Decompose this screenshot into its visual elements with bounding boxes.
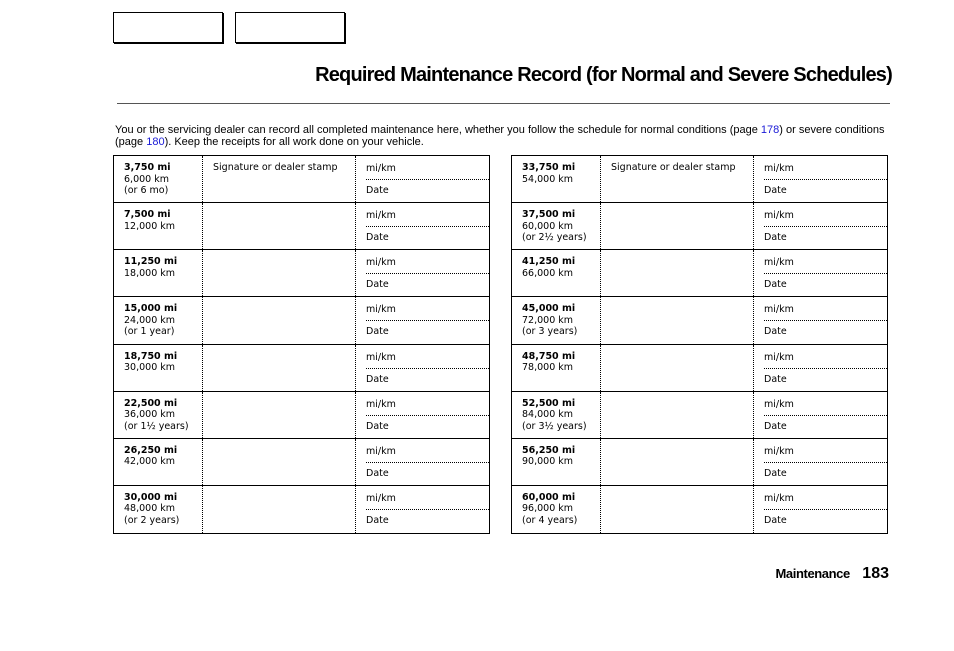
interval-miles: 48,750 mi (522, 350, 576, 362)
mileage-label: mi/km (764, 492, 794, 504)
interval-time-note: (or 3½ years) (522, 420, 587, 432)
interval-km: 48,000 km (124, 503, 176, 515)
interval-miles: 30,000 mi (124, 491, 178, 503)
record-row (512, 297, 887, 344)
date-label: Date (764, 420, 787, 432)
mileage-label: mi/km (764, 210, 794, 222)
interval-miles: 22,500 mi (124, 397, 178, 409)
record-cell (754, 156, 887, 202)
signature-header: Signature or dealer stamp (611, 162, 736, 173)
interval-km: 18,000 km (124, 267, 176, 279)
date-field[interactable] (764, 180, 887, 202)
next-page-button[interactable] (235, 12, 345, 43)
interval-km: 78,000 km (522, 362, 574, 373)
record-cell (754, 392, 887, 438)
date-label: Date (366, 373, 389, 385)
interval-time-note: (or 4 years) (522, 514, 578, 526)
page-footer (776, 565, 890, 583)
signature-cell[interactable] (202, 439, 356, 485)
interval-cell (114, 439, 202, 485)
record-row (114, 345, 489, 392)
record-row (114, 203, 489, 250)
date-label: Date (764, 279, 787, 291)
interval-cell (512, 203, 600, 249)
intro-paragraph (115, 125, 895, 148)
record-row (114, 250, 489, 297)
interval-cell (114, 345, 202, 391)
intro-text-3: ). Keep the receipts for all work done on your vehicle. (164, 135, 424, 148)
date-label: Date (764, 232, 787, 244)
interval-cell (512, 439, 600, 485)
interval-time-note: (or 1 year) (124, 326, 175, 338)
signature-cell[interactable] (202, 486, 356, 533)
record-row (512, 439, 887, 486)
record-row (512, 486, 887, 533)
date-field[interactable] (764, 416, 887, 438)
record-cell (356, 439, 489, 485)
signature-cell[interactable] (202, 250, 356, 296)
interval-km: 24,000 km (124, 314, 176, 326)
mileage-field[interactable] (764, 486, 887, 510)
interval-time-note: (or 2½ years) (522, 232, 587, 244)
record-row (512, 203, 887, 250)
date-field[interactable] (366, 463, 489, 485)
date-field[interactable] (764, 510, 887, 532)
mileage-label: mi/km (764, 351, 794, 363)
mileage-label: mi/km (764, 398, 794, 410)
mileage-label: mi/km (764, 257, 794, 269)
mileage-field[interactable] (366, 156, 489, 180)
interval-km: 90,000 km (522, 456, 574, 468)
title-divider (117, 103, 890, 104)
mileage-label: mi/km (366, 351, 396, 363)
mileage-label: mi/km (366, 445, 396, 457)
interval-miles: 18,750 mi (124, 350, 178, 362)
record-cell (754, 345, 887, 391)
mileage-field[interactable] (366, 439, 489, 463)
maintenance-record-table-left (113, 155, 490, 534)
interval-cell (114, 392, 202, 438)
signature-cell[interactable] (600, 439, 754, 485)
record-row (512, 156, 887, 203)
record-cell (356, 156, 489, 202)
interval-km: 12,000 km (124, 220, 176, 232)
mileage-field[interactable] (366, 392, 489, 416)
date-label: Date (366, 420, 389, 432)
interval-cell (512, 486, 600, 533)
date-label: Date (366, 279, 389, 291)
interval-time-note: (or 6 mo) (124, 185, 169, 196)
page-link-180[interactable]: 180 (146, 135, 165, 148)
interval-cell (512, 392, 600, 438)
date-label: Date (366, 467, 389, 479)
signature-cell[interactable] (600, 297, 754, 343)
mileage-field[interactable] (764, 250, 887, 274)
interval-miles: 7,500 mi (124, 209, 171, 221)
page-title: Required Maintenance Record (for Normal and Severe Schedules) (315, 64, 892, 86)
record-cell (754, 250, 887, 296)
interval-miles: 41,250 mi (522, 256, 576, 268)
record-cell (754, 203, 887, 249)
date-field[interactable] (366, 321, 489, 343)
intro-text-2: ) or severe conditions (page (115, 124, 885, 148)
date-field[interactable] (764, 274, 887, 296)
interval-miles: 56,250 mi (522, 444, 576, 456)
interval-km: 84,000 km (522, 409, 574, 421)
interval-cell (512, 345, 600, 391)
date-field[interactable] (366, 416, 489, 438)
interval-cell (512, 156, 600, 202)
date-field[interactable] (366, 274, 489, 296)
interval-miles: 3,750 mi (124, 162, 171, 173)
date-field[interactable] (366, 369, 489, 391)
interval-time-note: (or 3 years) (522, 326, 578, 338)
signature-cell[interactable] (600, 345, 754, 391)
date-label: Date (764, 185, 787, 196)
mileage-field[interactable] (764, 203, 887, 227)
interval-km: 60,000 km (522, 220, 574, 232)
date-label: Date (764, 467, 787, 479)
maintenance-record-table-right (511, 155, 888, 534)
page-link-178[interactable]: 178 (760, 124, 780, 136)
signature-cell[interactable] (600, 156, 754, 202)
interval-cell (512, 250, 600, 296)
record-cell (754, 297, 887, 343)
signature-cell[interactable] (600, 203, 754, 249)
signature-cell[interactable] (202, 297, 356, 343)
signature-header: Signature or dealer stamp (213, 162, 338, 173)
signature-cell[interactable] (202, 156, 356, 202)
mileage-field[interactable] (764, 297, 887, 321)
mileage-label: mi/km (366, 210, 396, 222)
interval-cell (512, 297, 600, 343)
mileage-field[interactable] (764, 345, 887, 369)
mileage-label: mi/km (366, 257, 396, 269)
record-row (512, 250, 887, 297)
interval-miles: 15,000 mi (124, 303, 178, 315)
date-field[interactable] (764, 321, 887, 343)
date-label: Date (764, 514, 787, 526)
date-label: Date (366, 514, 389, 526)
mileage-label: mi/km (366, 304, 396, 316)
mileage-field[interactable] (366, 345, 489, 369)
interval-miles: 45,000 mi (522, 303, 576, 315)
mileage-field[interactable] (764, 392, 887, 416)
date-label: Date (764, 373, 787, 385)
record-row (114, 486, 489, 533)
record-row (114, 297, 489, 344)
mileage-label: mi/km (366, 492, 396, 504)
interval-cell (114, 203, 202, 249)
interval-cell (114, 250, 202, 296)
mileage-label: mi/km (366, 163, 396, 174)
mileage-label: mi/km (764, 163, 794, 174)
interval-km: 30,000 km (124, 362, 176, 373)
interval-km: 42,000 km (124, 456, 176, 468)
section-name: Maintenance (775, 566, 850, 581)
record-cell (356, 250, 489, 296)
interval-miles: 60,000 mi (522, 491, 576, 503)
interval-km: 72,000 km (522, 314, 574, 326)
interval-cell (114, 156, 202, 202)
date-label: Date (366, 185, 389, 196)
interval-cell (114, 297, 202, 343)
mileage-field[interactable] (366, 297, 489, 321)
record-cell (356, 203, 489, 249)
interval-km: 54,000 km (522, 173, 574, 185)
interval-miles: 52,500 mi (522, 397, 576, 409)
page-number: 183 (862, 565, 889, 582)
interval-time-note: (or 1½ years) (124, 420, 189, 432)
record-cell (356, 392, 489, 438)
record-cell (754, 486, 887, 533)
record-cell (754, 439, 887, 485)
mileage-label: mi/km (764, 304, 794, 316)
mileage-label: mi/km (366, 398, 396, 410)
signature-cell[interactable] (600, 250, 754, 296)
interval-km: 36,000 km (124, 409, 176, 421)
date-field[interactable] (366, 180, 489, 202)
date-field[interactable] (764, 227, 887, 249)
mileage-field[interactable] (366, 203, 489, 227)
record-cell (356, 345, 489, 391)
signature-cell[interactable] (202, 345, 356, 391)
signature-cell[interactable] (600, 392, 754, 438)
interval-km: 6,000 km (124, 173, 169, 185)
interval-time-note: (or 2 years) (124, 514, 180, 526)
interval-miles: 37,500 mi (522, 209, 576, 221)
previous-page-button[interactable] (113, 12, 223, 43)
record-cell (356, 297, 489, 343)
record-row (114, 156, 489, 203)
interval-miles: 26,250 mi (124, 444, 178, 456)
mileage-field[interactable] (764, 156, 887, 180)
interval-miles: 33,750 mi (522, 162, 576, 173)
mileage-label: mi/km (764, 445, 794, 457)
date-field[interactable] (764, 463, 887, 485)
signature-cell[interactable] (202, 392, 356, 438)
mileage-field[interactable] (366, 250, 489, 274)
record-cell (356, 486, 489, 533)
date-field[interactable] (366, 510, 489, 532)
date-field[interactable] (764, 369, 887, 391)
interval-km: 96,000 km (522, 503, 574, 515)
date-label: Date (366, 326, 389, 338)
signature-cell[interactable] (202, 203, 356, 249)
interval-km: 66,000 km (522, 267, 574, 279)
interval-miles: 11,250 mi (124, 256, 178, 268)
record-row (512, 392, 887, 439)
interval-cell (114, 486, 202, 533)
date-label: Date (366, 232, 389, 244)
record-row (114, 439, 489, 486)
record-row (512, 345, 887, 392)
mileage-field[interactable] (366, 486, 489, 510)
mileage-field[interactable] (764, 439, 887, 463)
intro-text-1: You or the servicing dealer can record all completed maintenance here, whether you follow the schedule for normal conditions (page (115, 124, 761, 136)
signature-cell[interactable] (600, 486, 754, 533)
record-row (114, 392, 489, 439)
date-label: Date (764, 326, 787, 338)
date-field[interactable] (366, 227, 489, 249)
